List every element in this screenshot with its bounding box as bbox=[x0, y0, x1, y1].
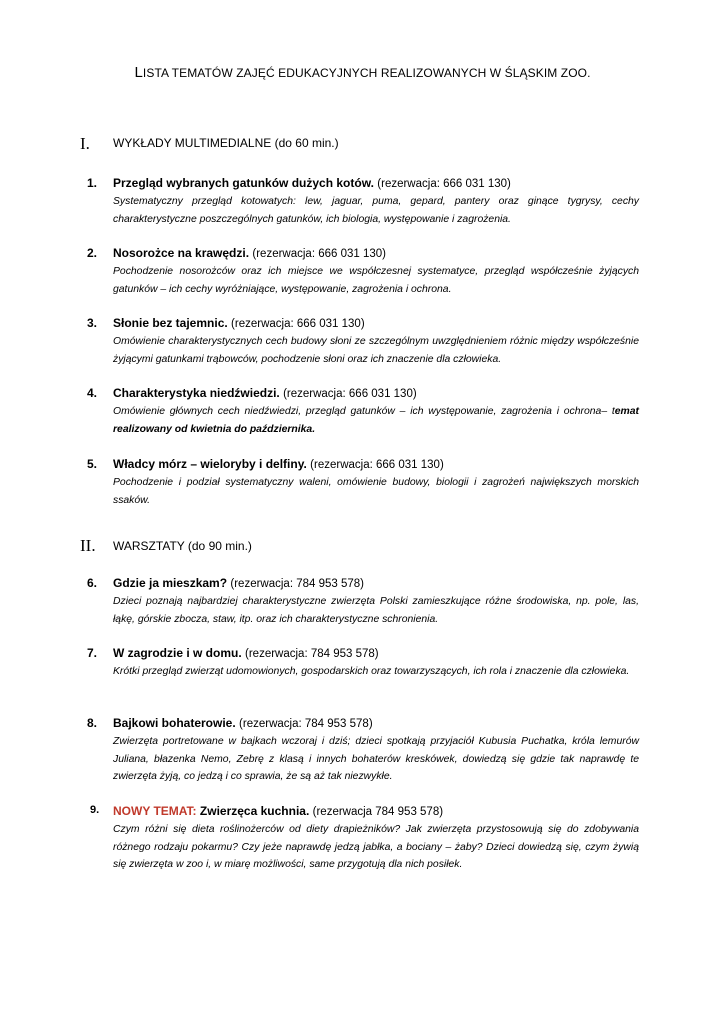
item-number: 5. bbox=[87, 457, 98, 471]
item-title: Bajkowi bohaterowie. bbox=[113, 716, 236, 730]
item-reservation: (rezerwacja: 666 031 130) bbox=[310, 459, 444, 471]
item-reservation: (rezerwacja: 666 031 130) bbox=[377, 178, 511, 190]
new-topic-badge: NOWY TEMAT: bbox=[113, 804, 197, 818]
item-heading bbox=[113, 246, 386, 260]
item-description: Czym różni się dieta roślinożerców od diety drapieżników? Jak zwierzęta przystosowują się do zdobywania różnego rodzaju pokarmu? Czy jeże naprawdę jedzą jabłka, a bociany – żaby? Dzieci dowiedzą się, czym żywią się zwierzęta w zoo i, w miarę możliwości, same przygotują dla nich posiłek. bbox=[113, 824, 639, 870]
item-title: Przegląd wybranych gatunków dużych kotów. bbox=[113, 176, 374, 190]
item-reservation: (rezerwacja: 666 031 130) bbox=[231, 318, 365, 330]
item-number: 8. bbox=[87, 716, 98, 730]
title-initial: L bbox=[134, 64, 143, 81]
item-reservation: (rezerwacja: 784 953 578) bbox=[239, 718, 373, 730]
item-heading bbox=[113, 176, 511, 190]
item-description: Dzieci poznają najbardziej charakterystyczne zwierzęta Polski zamieszkujące różne środowiska, np. pole, las, łąkę, górskie zbocza, staw, itp. oraz ich charakterystyczne schronienia. bbox=[113, 596, 639, 625]
section-number: II. bbox=[80, 536, 96, 555]
item-reservation: (rezerwacja: 784 953 578) bbox=[245, 648, 379, 660]
item-title: Władcy mórz – wieloryby i delfiny. bbox=[113, 457, 307, 471]
item-number: 4. bbox=[87, 386, 98, 400]
item-number: 2. bbox=[87, 246, 98, 260]
item-reservation: (rezerwacja 784 953 578) bbox=[312, 806, 444, 818]
item-description bbox=[113, 403, 639, 438]
item-number: 7. bbox=[87, 646, 98, 660]
page-title bbox=[0, 64, 725, 81]
item-heading bbox=[113, 804, 443, 818]
item-heading bbox=[113, 646, 379, 660]
item-title: Słonie bez tajemnic. bbox=[113, 316, 228, 330]
item-reservation: (rezerwacja: 666 031 130) bbox=[252, 248, 386, 260]
item-description: Krótki przegląd zwierząt udomowionych, gospodarskich oraz towarzyszących, ich rola i znaczenie dla człowieka. bbox=[113, 666, 630, 677]
item-description: Zwierzęta portretowane w bajkach wczoraj i dziś; dzieci spotkają przyjaciół Kubusia Puchatka, króla lemurów Juliana, błazenka Nemo, Zebrę z klasą i innych bohaterów kreskówek, dowiedzą się gdzie tak naprawdę te zwierzęta żyją, co jedzą i co sprawia, że są aż tak niezwykłe. bbox=[113, 736, 639, 782]
item-heading bbox=[113, 386, 417, 400]
item-description-text: Omówienie głównych cech niedźwiedzi, przegląd gatunków – ich występowanie, zagrożenia i ochrona– t bbox=[113, 406, 615, 417]
item-title: Charakterystyka niedźwiedzi. bbox=[113, 386, 280, 400]
section-title: WARSZTATY (do 90 min.) bbox=[113, 539, 252, 553]
item-number: 9. bbox=[90, 804, 100, 816]
item-title: Gdzie ja mieszkam? bbox=[113, 576, 228, 590]
item-title: Nosorożce na krawędzi. bbox=[113, 246, 250, 260]
item-title: Zwierzęca kuchnia. bbox=[199, 804, 310, 818]
section-title: WYKŁADY MULTIMEDIALNE (do 60 min.) bbox=[113, 136, 339, 150]
item-description: Systematyczny przegląd kotowatych: lew, jaguar, puma, gepard, pantery oraz ginące tygrysy, cechy charakterystyczne poszczególnych gatunków, ich biologia, występowanie i zagrożenia. bbox=[113, 196, 639, 225]
item-description-note: emat realizowany od kwietnia do października. bbox=[113, 406, 639, 435]
item-number: 3. bbox=[87, 316, 98, 330]
item-heading bbox=[113, 316, 365, 330]
item-reservation: (rezerwacja: 666 031 130) bbox=[283, 388, 417, 400]
title-text: ISTA TEMATÓW ZAJĘĆ EDUKACYJNYCH REALIZOWANYCH W ŚLĄSKIM ZOO. bbox=[142, 66, 591, 80]
item-heading bbox=[113, 457, 444, 471]
item-title: W zagrodzie i w domu. bbox=[113, 646, 242, 660]
item-heading bbox=[113, 716, 373, 730]
item-number: 1. bbox=[87, 176, 98, 190]
item-description: Pochodzenie nosorożców oraz ich miejsce we współczesnej systematyce, przegląd współcześnie żyjących gatunków – ich cechy wyróżniające, występowanie, zagrożenia i ochrona. bbox=[113, 266, 639, 295]
item-number: 6. bbox=[87, 576, 98, 590]
item-description: Omówienie charakterystycznych cech budowy słoni ze szczególnym uwzględnieniem różnic między współcześnie żyjącymi gatunkami trąbowców, pochodzenie słoni oraz ich znaczenie dla człowieka. bbox=[113, 336, 639, 365]
item-reservation: (rezerwacja: 784 953 578) bbox=[230, 578, 364, 590]
item-description: Pochodzenie i podział systematyczny waleni, omówienie budowy, biologii i zagrożeń największych morskich ssaków. bbox=[113, 477, 639, 506]
item-heading bbox=[113, 576, 364, 590]
section-number: I. bbox=[80, 134, 90, 153]
